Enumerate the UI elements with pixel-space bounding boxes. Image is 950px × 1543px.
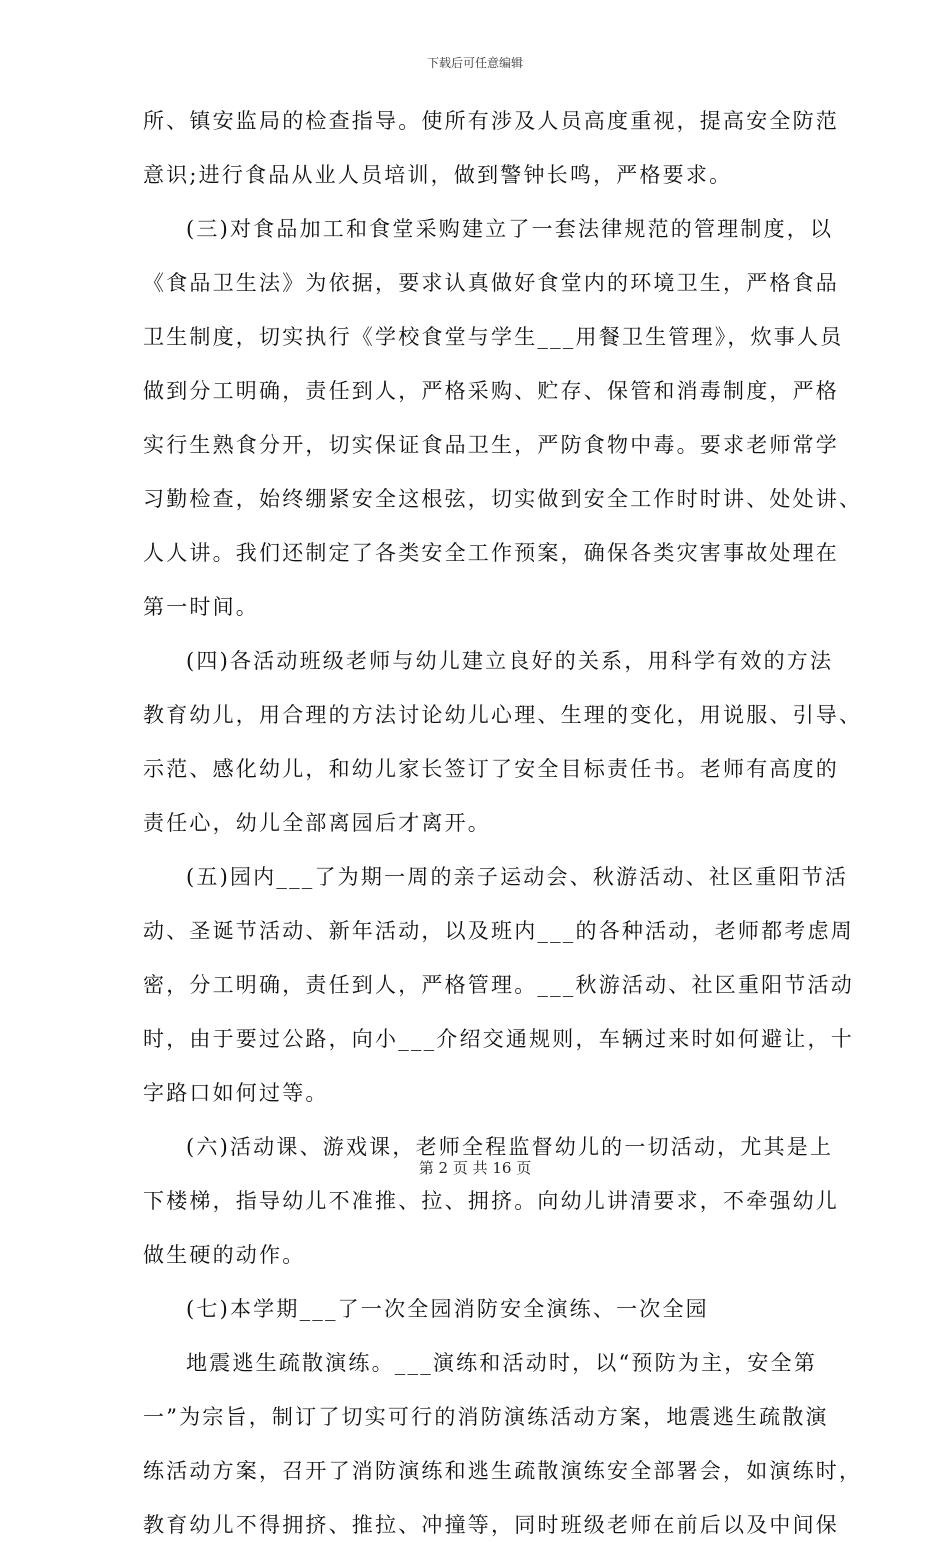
text-line: 练活动方案，召开了消防演练和逃生疏散演练安全部署会，如演练时，: [143, 1459, 863, 1483]
paragraph-start: (七)本学期___了一次全园消防安全演练、一次全园: [186, 1297, 709, 1321]
text-line: 第一时间。: [143, 595, 259, 619]
text-line: 责任心，幼儿全部离园后才离开。: [143, 811, 491, 835]
page-header: 下载后可任意编辑: [426, 56, 523, 70]
text-line: 字路口如何过等。: [143, 1081, 329, 1105]
document-body: [143, 103, 863, 1543]
text-line: 动、圣诞节活动、新年活动，以及班内___的各种活动，老师都考虑周: [143, 919, 854, 943]
text-line: 时，由于要过公路，向小___介绍交通规则，车辆过来时如何避让，十: [143, 1027, 854, 1051]
paragraph-start: (三)对食品加工和食堂采购建立了一套法律规范的管理制度，以: [186, 217, 834, 241]
text-line: 所、镇安监局的检查指导。使所有涉及人员高度重视，提高安全防范: [143, 109, 839, 133]
text-line: 做到分工明确，责任到人，严格采购、贮存、保管和消毒制度，严格: [143, 379, 839, 403]
text-line: 密，分工明确，责任到人，严格管理。___秋游活动、社区重阳节活动: [143, 973, 854, 997]
paragraph-start: (六)活动课、游戏课，老师全程监督幼儿的一切活动，尤其是上: [186, 1135, 834, 1159]
paragraph-start: (五)园内___了为期一周的亲子运动会、秋游活动、社区重阳节活: [186, 865, 849, 889]
paragraph-start: 地震逃生疏散演练。___演练和活动时，以“预防为主，安全第: [186, 1351, 818, 1375]
text-line: 教育幼儿不得拥挤、推拉、冲撞等，同时班级老师在前后以及中间保: [143, 1513, 839, 1537]
paragraph-start: (四)各活动班级老师与幼儿建立良好的关系，用科学有效的方法: [186, 649, 834, 673]
text-line: 教育幼儿，用合理的方法讨论幼儿心理、生理的变化，用说服、引导、: [143, 703, 863, 727]
text-line: 做生硬的动作。: [143, 1243, 306, 1267]
text-line: 下楼梯，指导幼儿不准推、拉、拥挤。向幼儿讲清要求，不牵强幼儿: [143, 1189, 839, 1213]
text-line: 《食品卫生法》为依据，要求认真做好食堂内的环境卫生，严格食品: [143, 271, 839, 295]
text-line: 意识;进行食品从业人员培训，做到警钟长鸣，严格要求。: [143, 163, 733, 187]
text-line: 示范、感化幼儿，和幼儿家长签订了安全目标责任书。老师有高度的: [143, 757, 839, 781]
page-footer: 第 2 页 共 16 页: [418, 1159, 532, 1177]
text-line: 人人讲。我们还制定了各类安全工作预案，确保各类灾害事故处理在: [143, 541, 839, 565]
text-line: 卫生制度，切实执行《学校食堂与学生___用餐卫生管理》，炊事人员: [143, 325, 844, 349]
text-line: 一”为宗旨，制订了切实可行的消防演练活动方案，地震逃生疏散演: [143, 1405, 829, 1429]
text-line: 习勤检查，始终绷紧安全这根弦，切实做到安全工作时时讲、处处讲、: [143, 487, 863, 511]
text-line: 实行生熟食分开，切实保证食品卫生，严防食物中毒。要求老师常学: [143, 433, 839, 457]
